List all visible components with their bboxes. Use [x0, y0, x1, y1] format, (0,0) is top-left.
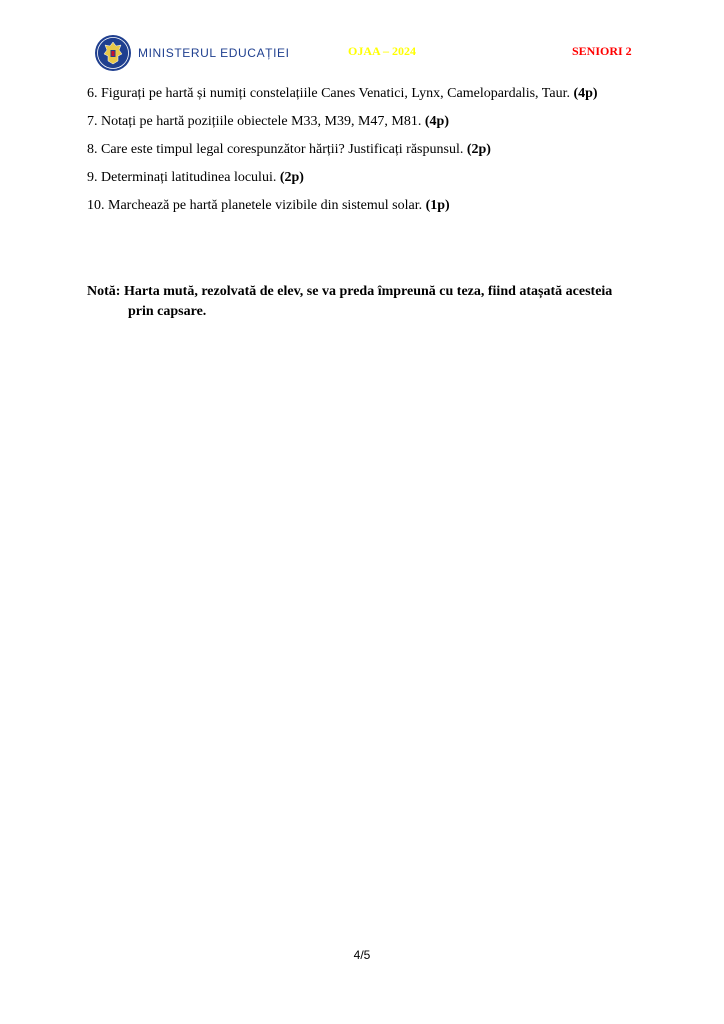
note-first-line: [87, 282, 657, 302]
question-points: (4p): [424, 114, 450, 129]
exam-title: OJAA – 2024: [348, 44, 417, 58]
question-10: [87, 197, 657, 225]
note-block: [87, 282, 657, 322]
note-text-line1: Harta mută, rezolvată de elev, se va preda împreună cu teza, fiind atașată acesteia: [123, 284, 613, 299]
ministry-name: MINISTERUL EDUCAȚIEI: [138, 46, 290, 60]
question-8: [87, 141, 657, 169]
romanian-government-crest-icon: [94, 34, 132, 72]
question-text: 8. Care este timpul legal corespunzător hărții? Justificați răspunsul.: [87, 142, 467, 157]
question-text: 6. Figurați pe hartă și numiți constelațiile Canes Venatici, Lynx, Camelopardalis, Taur.: [87, 86, 574, 101]
question-9: [87, 169, 657, 197]
question-points: (1p): [425, 198, 450, 213]
exam-category: SENIORI 2: [572, 44, 632, 58]
question-list: [87, 85, 657, 225]
page-header: [0, 30, 724, 76]
question-text: 9. Determinați latitudinea locului.: [87, 170, 280, 185]
question-points: (2p): [279, 170, 304, 185]
note-label: Notă:: [87, 284, 121, 299]
question-6: [87, 85, 657, 113]
question-text: 7. Notați pe hartă pozițiile obiectele M33, M39, M47, M81.: [87, 114, 425, 129]
note-text-line2: prin capsare.: [128, 304, 207, 319]
question-points: (4p): [573, 86, 598, 101]
question-7: [87, 113, 657, 141]
page-number: 4/5: [353, 948, 371, 962]
question-points: (2p): [466, 142, 491, 157]
question-text: 10. Marchează pe hartă planetele vizibile din sistemul solar.: [87, 198, 426, 213]
